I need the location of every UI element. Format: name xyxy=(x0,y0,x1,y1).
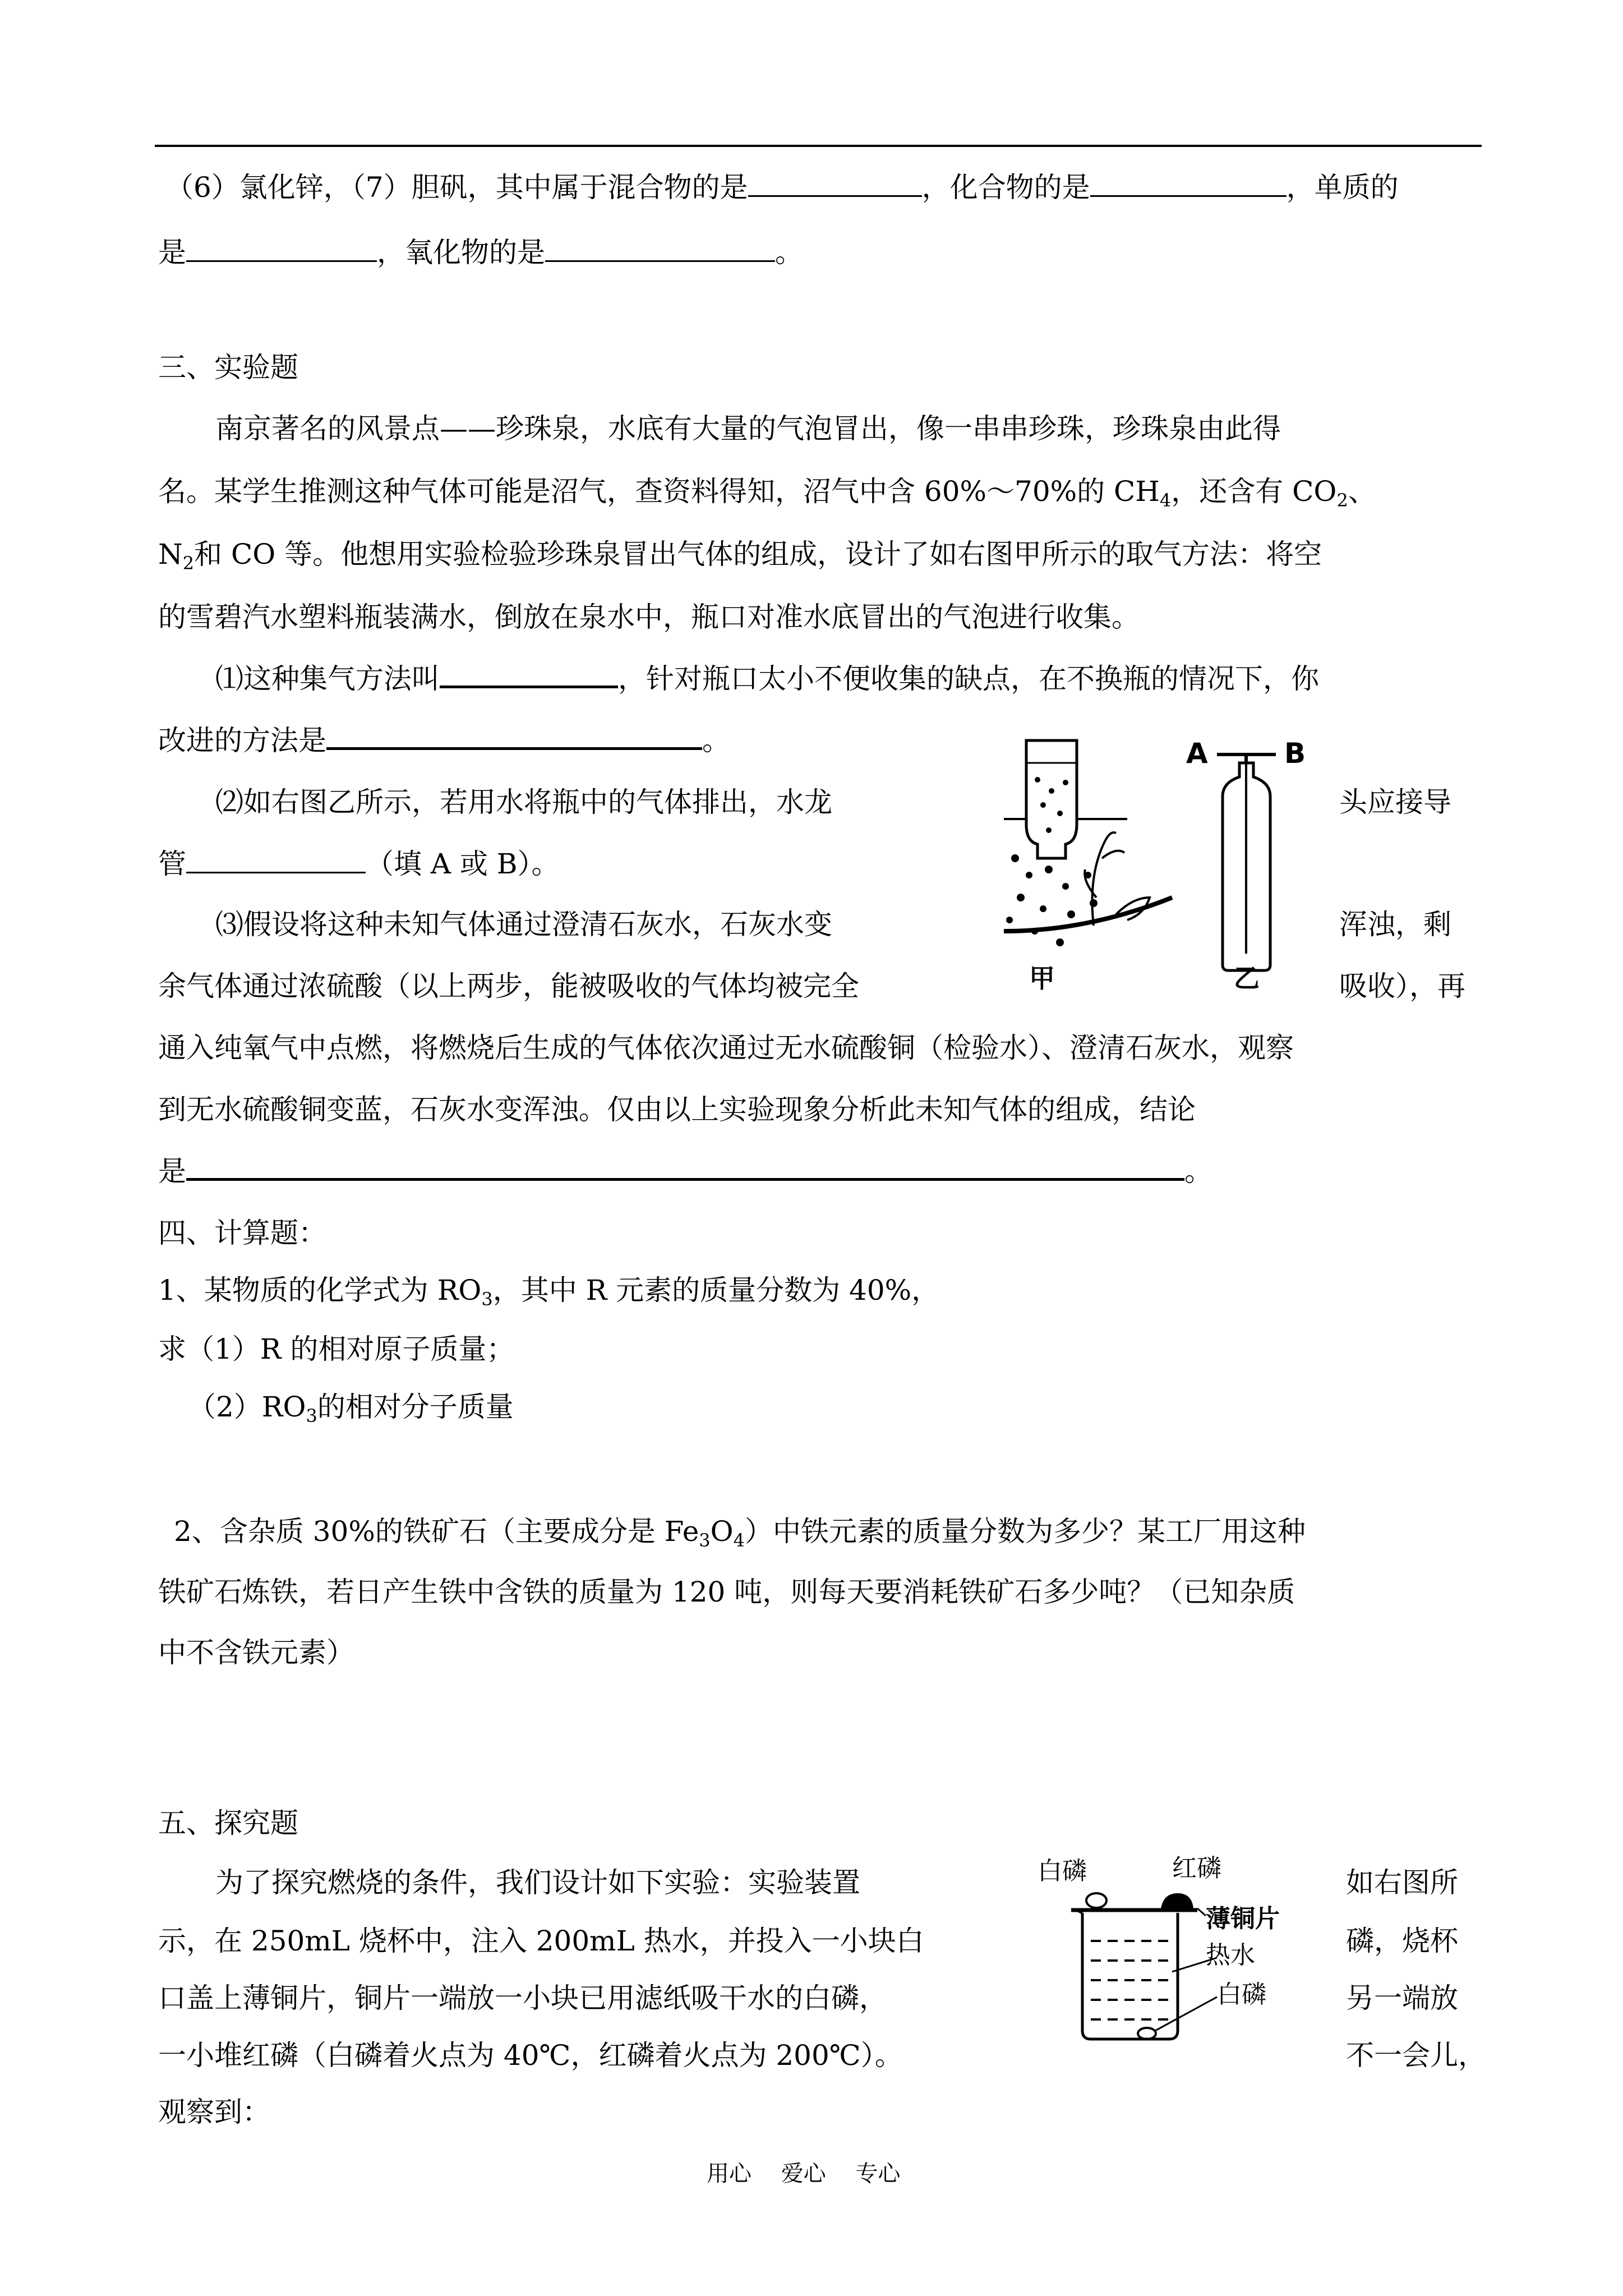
s5-line1-right: 如右图所 xyxy=(1346,1866,1458,1899)
label-red-phosphorus: 红磷 xyxy=(1172,1854,1221,1883)
blank-improvement[interactable] xyxy=(326,724,702,750)
s5-line2: 示，在 250mL 烧杯中，注入 200mL 热水，并投入一小块白 xyxy=(158,1925,924,1957)
section5-heading: 五、探究题 xyxy=(158,1807,298,1839)
figure-jia-bubbles xyxy=(1006,777,1098,946)
white-phosphorus-top xyxy=(1086,1893,1106,1908)
blank-method[interactable] xyxy=(440,662,618,688)
label-a: A xyxy=(1186,737,1208,770)
s3-p1-line1: 南京著名的风景点——珍珠泉，水底有大量的气泡冒出，像一串串珍珠，珍珠泉由此得 xyxy=(215,412,1281,445)
q-line-1: （6）氯化锌，（7）胆矾，其中属于混合物的是 ，化合物的是 ，单质的 xyxy=(165,171,1399,204)
s3-p1-line4: 的雪碧汽水塑料瓶装满水，倒放在泉水中，瓶口对准水底冒出的气泡进行收集。 xyxy=(158,601,1140,633)
label-copper-sheet: 薄铜片 xyxy=(1206,1904,1280,1933)
figure-yi-bottle xyxy=(1217,754,1276,970)
s3-q2-line1-right: 头应接导 xyxy=(1339,786,1451,818)
label-b: B xyxy=(1284,737,1306,770)
s3-p1-line3: $N_2$和 CO 等。他想用实验检验珍珠泉冒出气体的组成，设计了如右图甲所示的取气方法：将空 xyxy=(158,538,1322,574)
label-yi: 乙 xyxy=(1234,963,1260,993)
s3-q3-line2-right: 吸收），再 xyxy=(1339,970,1465,1002)
s3-q1-line1: ⑴这种集气方法叫 ，针对瓶口太小不便收集的缺点，在不换瓶的情况下，你 xyxy=(215,662,1319,695)
page-footer: 用心 爱心 专心 xyxy=(707,2161,901,2187)
blank-conclusion[interactable] xyxy=(186,1154,1184,1181)
s3-q3-line4: 到无水硫酸铜变蓝，石灰水变浑浊。仅由以上实验现象分析此未知气体的组成，结论 xyxy=(158,1093,1196,1126)
s3-q1-line2: 改进的方法是 。 xyxy=(158,724,730,757)
s5-line4-right: 不一会儿， xyxy=(1346,2039,1486,2072)
s5-line3-right: 另一端放 xyxy=(1346,1982,1458,2014)
figure-jia-bottle xyxy=(1004,740,1127,858)
s5-line5: 观察到： xyxy=(158,2096,270,2128)
white-phosphorus-bottom xyxy=(1138,2028,1156,2039)
q-line-2: 是 ，氧化物的是 。 xyxy=(158,236,803,269)
blank-compound[interactable] xyxy=(1090,172,1287,197)
s3-q2-line2: 管 （填 A 或 B）。 xyxy=(158,848,560,880)
section4-heading: 四、计算题： xyxy=(158,1217,326,1249)
s4-p2-line1: 2、含杂质 30%的铁矿石（主要成分是 $Fe_3O_4$）中铁元素的质量分数为多少？某工厂用这种 xyxy=(174,1515,1306,1551)
figure-jia-yi xyxy=(1004,729,1340,993)
beaker-water xyxy=(1091,1941,1172,2019)
s4-p2-line3: 中不含铁元素） xyxy=(158,1636,354,1669)
s3-q3-line1-right: 浑浊，剩 xyxy=(1339,908,1451,941)
s3-q3-line2: 余气体通过浓硫酸（以上两步，能被吸收的气体均被完全 xyxy=(158,970,859,1002)
label-white-phosphorus: 白磷 xyxy=(1038,1857,1087,1885)
figure-beaker xyxy=(1038,1846,1340,2047)
s4-p1-q2: $(2)RO_3$的相对分子质量 xyxy=(188,1391,514,1427)
blank-oxide[interactable] xyxy=(545,237,775,262)
s3-p1-line2: 名。某学生推测这种气体可能是沼气，查资料得知，沼气中含 60%～70%的 $CH_4$，还含有 $CO_2$、 xyxy=(158,475,1376,511)
blank-mixture[interactable] xyxy=(748,172,922,197)
s4-p1-q1: 求（1）R 的相对原子质量； xyxy=(158,1333,515,1365)
s3-q3-line3: 通入纯氧气中点燃，将燃烧后生成的气体依次通过无水硫酸铜（检验水）、澄清石灰水，观察 xyxy=(158,1032,1294,1064)
figure-jia-plant xyxy=(1004,832,1172,931)
s3-q3-line5: 是 。 xyxy=(158,1155,1212,1188)
section3-heading: 三、实验题 xyxy=(158,351,298,384)
header-rule xyxy=(155,145,1482,147)
s5-line2-right: 磷，烧杯 xyxy=(1346,1925,1458,1957)
s3-q3-line1: ⑶假设将这种未知气体通过澄清石灰水，石灰水变 xyxy=(215,908,832,941)
s5-line1: 为了探究燃烧的条件，我们设计如下实验：实验装置 xyxy=(215,1866,860,1899)
label-white-phosphorus-2: 白磷 xyxy=(1217,1980,1266,2009)
red-phosphorus-pile xyxy=(1161,1893,1193,1908)
s4-p2-line2: 铁矿石炼铁，若日产生铁中含铁的质量为 120 吨，则每天要消耗铁矿石多少吨？（已知杂质 xyxy=(158,1576,1295,1608)
label-hot-water: 热水 xyxy=(1206,1941,1255,1970)
s5-line4: 一小堆红磷（白磷着火点为 40℃，红磷着火点为 200℃）。 xyxy=(158,2039,903,2072)
s3-q2-line1: ⑵如右图乙所示，若用水将瓶中的气体排出，水龙 xyxy=(215,786,832,818)
s4-p1-line1: 1、某物质的化学式为 $RO_3$，其中 R 元素的质量分数为 40%， xyxy=(158,1274,940,1310)
label-jia: 甲 xyxy=(1029,963,1055,993)
s5-line3: 口盖上薄铜片，铜片一端放一小块已用滤纸吸干水的白磷， xyxy=(158,1982,887,2014)
blank-element[interactable] xyxy=(186,237,377,262)
blank-a-or-b[interactable] xyxy=(186,848,366,873)
